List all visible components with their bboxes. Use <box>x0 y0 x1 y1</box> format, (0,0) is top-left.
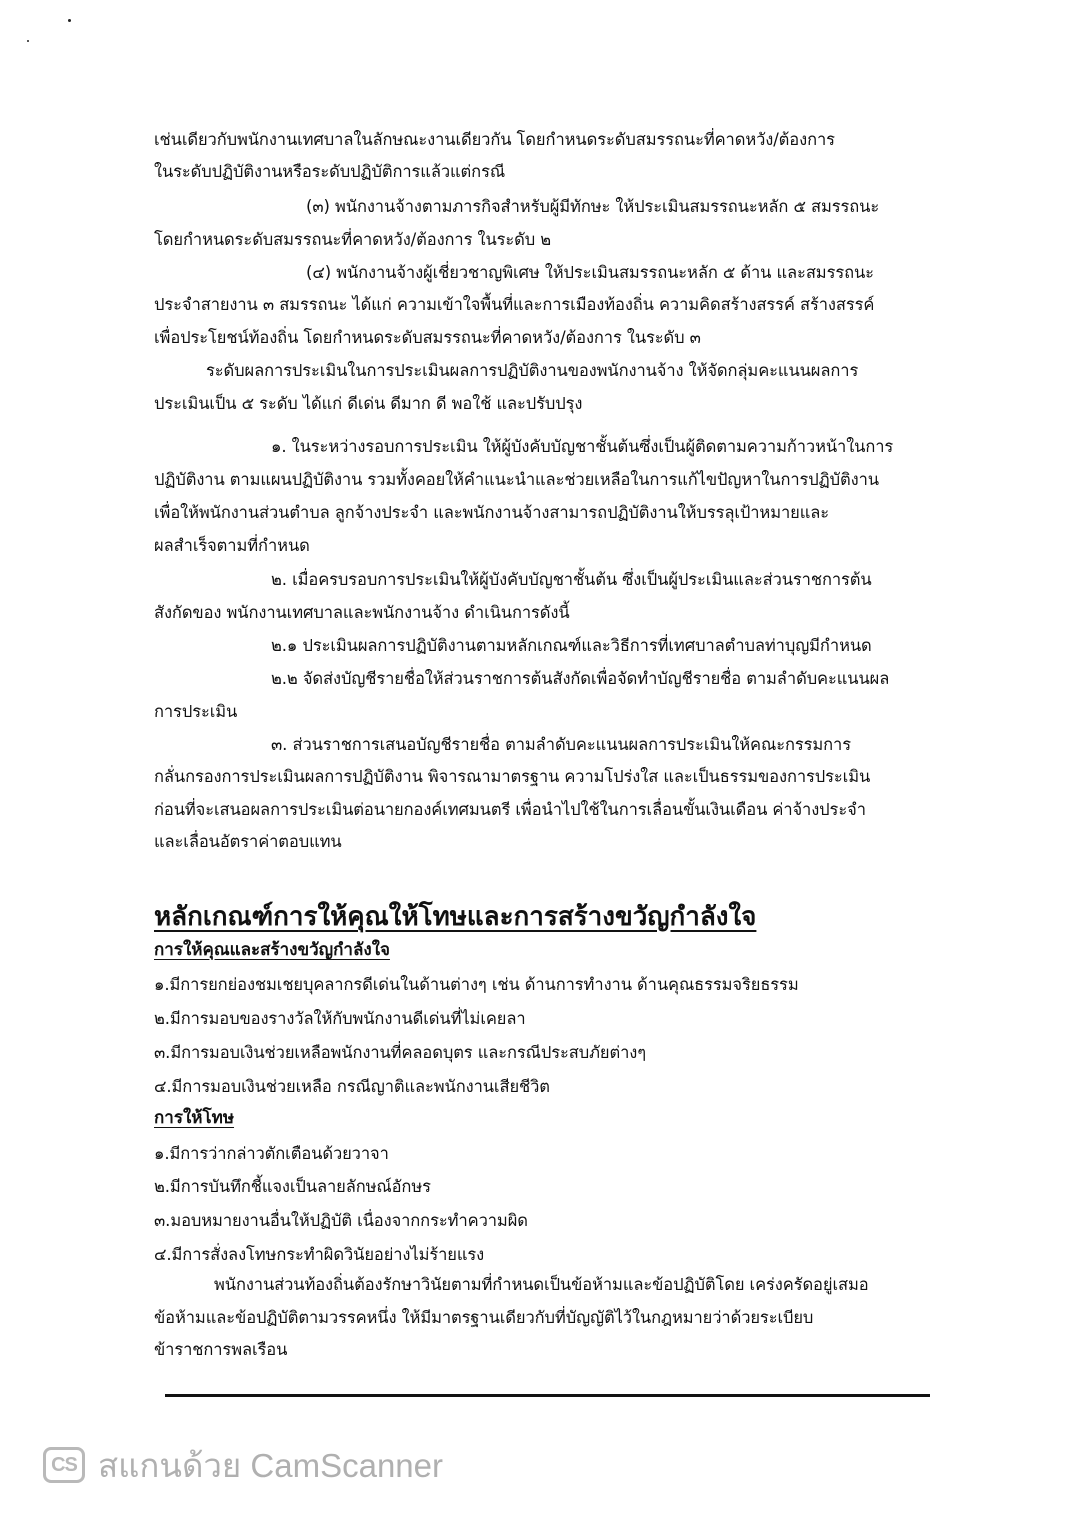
text-line: เช่นเดียวกับพนักงานเทศบาลในลักษณะงานเดียวกัน โดยกำหนดระดับสมรรถนะที่คาดหวัง/ต้องการ <box>154 130 835 149</box>
text-line: เพื่อให้พนักงานส่วนตำบล ลูกจ้างประจำ และพนักงานจ้างสามารถปฏิบัติงานให้บรรลุเป้าหมายและ <box>154 503 830 522</box>
closing-line: ข้อห้ามและข้อปฏิบัติตามวรรคหนึ่ง ให้มีมาตรฐานเดียวกับที่บัญญัติไว้ในกฎหมายว่าด้วยระเบียบ <box>154 1308 814 1327</box>
text-line: กลั่นกรองการประเมินผลการปฏิบัติงาน พิจารณามาตรฐาน ความโปร่งใส และเป็นธรรมของการประเมิน <box>154 767 871 786</box>
text-line: โดยกำหนดระดับสมรรถนะที่คาดหวัง/ต้องการ ในระดับ ๒ <box>154 230 552 249</box>
section-heading: หลักเกณฑ์การให้คุณให้โทษและการสร้างขวัญกำลังใจ <box>154 902 757 932</box>
reward-subheading: การให้คุณและสร้างขวัญกำลังใจ <box>154 940 390 960</box>
text-line: ระดับผลการประเมินในการประเมินผลการปฏิบัติงานของพนักงานจ้าง ให้จัดกลุ่มคะแนนผลการ <box>206 361 859 380</box>
text-line: สังกัดของ พนักงานเทศบาลและพนักงานจ้าง ดำเนินการดังนี้ <box>154 603 570 622</box>
penalty-item: ๑.มีการว่ากล่าวตักเตือนด้วยวาจา <box>154 1144 389 1163</box>
reward-item: ๓.มีการมอบเงินช่วยเหลือพนักงานที่คลอดบุตร และกรณีประสบภัยต่างๆ <box>154 1043 646 1062</box>
text-line: ปฏิบัติงาน ตามแผนปฏิบัติงาน รวมทั้งคอยให้คำแนะนำและช่วยเหลือในการแก้ไขปัญหาในการปฏิบัติงาน <box>154 470 879 489</box>
text-line: ๒. เมื่อครบรอบการประเมินให้ผู้บังคับบัญชาชั้นต้น ซึ่งเป็นผู้ประเมินและส่วนราชการต้น <box>271 570 872 589</box>
text-line: ประจำสายงาน ๓ สมรรถนะ ได้แก่ ความเข้าใจพื้นที่และการเมืองท้องถิ่น ความคิดสร้างสรรค์ สร้างสรรค์ <box>154 295 875 314</box>
reward-item: ๒.มีการมอบของรางวัลให้กับพนักงานดีเด่นที่ไม่เคยลา <box>154 1009 526 1028</box>
text-line: ๓. ส่วนราชการเสนอบัญชีรายชื่อ ตามลำดับคะแนนผลการประเมินให้คณะกรรมการ <box>271 735 851 754</box>
text-line: ๒.๑ ประเมินผลการปฏิบัติงานตามหลักเกณฑ์และวิธีการที่เทศบาลตำบลท่าบุญมีกำหนด <box>271 636 872 655</box>
text-line: ผลสำเร็จตามที่กำหนด <box>154 536 310 555</box>
reward-item: ๑.มีการยกย่องชมเชยบุคลากรดีเด่นในด้านต่างๆ เช่น ด้านการทำงาน ด้านคุณธรรมจริยธรรม <box>154 975 799 994</box>
text-line: ก่อนที่จะเสนอผลการประเมินต่อนายกองค์เทศมนตรี เพื่อนำไปใช้ในการเลื่อนขั้นเงินเดือน ค่าจ้างประจำ <box>154 800 866 819</box>
text-line: ๒.๒ จัดส่งบัญชีรายชื่อให้ส่วนราชการต้นสังกัดเพื่อจัดทำบัญชีรายชื่อ ตามลำดับคะแนนผล <box>271 669 890 688</box>
camscanner-logo-icon: CS <box>43 1447 85 1483</box>
scan-speck <box>27 40 29 42</box>
text-line: ประเมินเป็น ๕ ระดับ ได้แก่ ดีเด่น ดีมาก ดี พอใช้ และปรับปรุง <box>154 394 583 413</box>
text-line: ๑. ในระหว่างรอบการประเมิน ให้ผู้บังคับบัญชาชั้นต้นซึ่งเป็นผู้ติดตามความก้าวหน้าในการ <box>271 437 894 456</box>
text-line: เพื่อประโยชน์ท้องถิ่น โดยกำหนดระดับสมรรถนะที่คาดหวัง/ต้องการ ในระดับ ๓ <box>154 328 701 347</box>
bottom-divider <box>165 1394 930 1397</box>
penalty-item: ๓.มอบหมายงานอื่นให้ปฏิบัติ เนื่องจากกระทำความผิด <box>154 1211 528 1230</box>
closing-line: พนักงานส่วนท้องถิ่นต้องรักษาวินัยตามที่กำหนดเป็นข้อห้ามและข้อปฏิบัติโดย เคร่งครัดอยู่เสมอ <box>214 1275 869 1294</box>
penalty-subheading: การให้โทษ <box>154 1108 235 1128</box>
scan-speck <box>68 19 71 22</box>
text-line: (๓) พนักงานจ้างตามภารกิจสำหรับผู้มีทักษะ ให้ประเมินสมรรถนะหลัก ๕ สมรรถนะ <box>306 197 880 216</box>
closing-line: ข้าราชการพลเรือน <box>154 1340 288 1359</box>
penalty-item: ๒.มีการบันทึกชี้แจงเป็นลายลักษณ์อักษร <box>154 1177 431 1196</box>
penalty-item: ๔.มีการสั่งลงโทษกระทำผิดวินัยอย่างไม่ร้ายแรง <box>154 1245 485 1264</box>
text-line: ในระดับปฏิบัติงานหรือระดับปฏิบัติการแล้วแต่กรณี <box>154 162 506 181</box>
camscanner-watermark: สแกนด้วย CamScanner <box>98 1447 444 1484</box>
text-line: และเลื่อนอัตราค่าตอบแทน <box>154 832 342 851</box>
reward-item: ๔.มีการมอบเงินช่วยเหลือ กรณีญาติและพนักงานเสียชีวิต <box>154 1077 550 1096</box>
text-line: (๔) พนักงานจ้างผู้เชี่ยวชาญพิเศษ ให้ประเมินสมรรถนะหลัก ๕ ด้าน และสมรรถนะ <box>306 263 874 282</box>
text-line: การประเมิน <box>154 702 238 721</box>
